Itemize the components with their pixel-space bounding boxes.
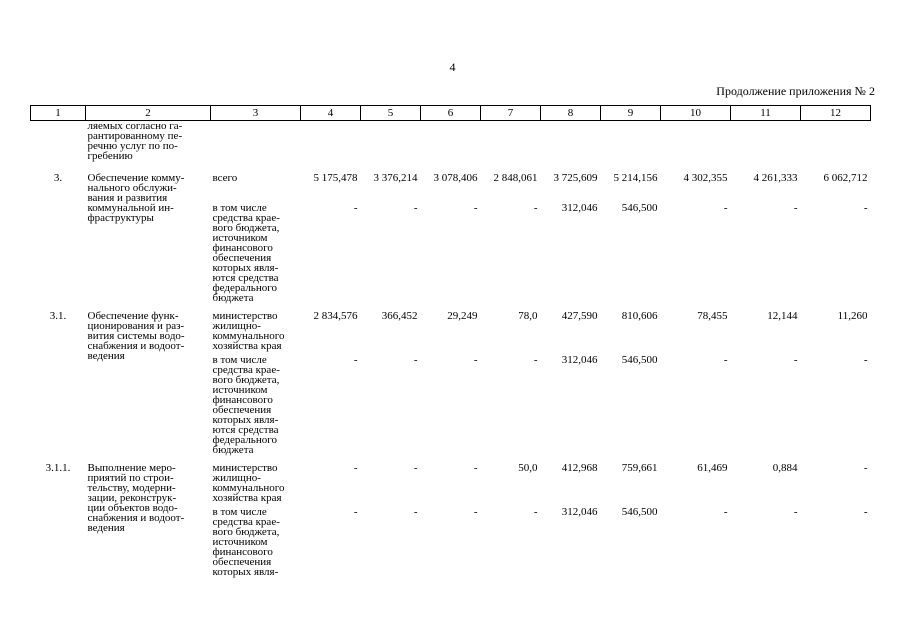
value-cell: 427,590 [561, 310, 598, 322]
row-number: 3.1. [49, 310, 67, 322]
table-row [31, 173, 871, 203]
continuation-title: Продолжение приложения № 2 [716, 84, 875, 98]
value-cell: - [353, 354, 358, 366]
value-cell: - [413, 462, 418, 474]
value-cell: 546,500 [621, 506, 658, 518]
value-cell: - [793, 202, 798, 214]
value-cell: - [353, 506, 358, 518]
value-cell: 2 834,576 [313, 310, 358, 322]
value-cell: 546,500 [621, 202, 658, 214]
value-cell: - [473, 462, 478, 474]
value-cell: 3 376,214 [373, 172, 418, 184]
column-header: 12 [801, 106, 871, 121]
value-cell: 312,046 [561, 354, 598, 366]
value-cell: - [863, 462, 868, 474]
value-cell: 78,455 [697, 310, 728, 322]
value-cell: 78,0 [518, 310, 538, 322]
value-cell: 312,046 [561, 506, 598, 518]
funding-source: в том числе средства крае- вого бюджета, источником финансового обеспечения которых явля- ются средства федерального бюджета [212, 354, 280, 456]
row-title: Обеспечение функ- ционирования и раз- вития системы водо- снабжения и водоот- ведения [87, 310, 185, 362]
value-cell: - [793, 506, 798, 518]
value-cell: 11,260 [837, 310, 868, 322]
value-cell: - [473, 506, 478, 518]
value-cell: 810,606 [621, 310, 658, 322]
table-row [31, 121, 871, 174]
funding-source: всего [212, 172, 238, 184]
value-cell: 5 214,156 [613, 172, 658, 184]
value-cell: 312,046 [561, 202, 598, 214]
value-cell: - [533, 202, 538, 214]
value-cell: 4 261,333 [753, 172, 798, 184]
value-cell: 12,144 [767, 310, 798, 322]
value-cell: 0,884 [772, 462, 798, 474]
value-cell: 759,661 [621, 462, 658, 474]
column-header: 7 [481, 106, 541, 121]
value-cell: - [793, 354, 798, 366]
table-row [31, 311, 871, 355]
value-cell: - [723, 354, 728, 366]
funding-source: министерство жилищно- коммунального хозяйства края [212, 310, 285, 352]
value-cell: 3 078,406 [433, 172, 478, 184]
column-header: 4 [301, 106, 361, 121]
value-cell: - [863, 354, 868, 366]
value-cell: 3 725,609 [553, 172, 598, 184]
value-cell: 366,452 [381, 310, 418, 322]
funding-source: в том числе средства крае- вого бюджета, источником финансового обеспечения которых явля- ются средства федерального бюджета [212, 202, 280, 304]
funding-source: министерство жилищно- коммунального хозяйства края [212, 462, 285, 504]
column-header: 9 [601, 106, 661, 121]
value-cell: - [863, 202, 868, 214]
funding-source: в том числе средства крае- вого бюджета, источником финансового обеспечения которых явля- [212, 506, 280, 578]
column-header: 2 [86, 106, 211, 121]
value-cell: 50,0 [518, 462, 538, 474]
value-cell: 61,469 [697, 462, 728, 474]
value-cell: 5 175,478 [313, 172, 358, 184]
value-cell: 412,968 [561, 462, 598, 474]
value-cell: - [863, 506, 868, 518]
page-number: 4 [449, 60, 456, 74]
value-cell: - [413, 354, 418, 366]
column-header: 10 [661, 106, 731, 121]
value-cell: - [533, 354, 538, 366]
value-cell: 2 848,061 [493, 172, 538, 184]
row-number: 3.1.1. [45, 462, 71, 474]
value-cell: 29,249 [447, 310, 478, 322]
column-header: 5 [361, 106, 421, 121]
row-number: 3. [53, 172, 63, 184]
header-row [31, 106, 871, 121]
value-cell: 4 302,355 [683, 172, 728, 184]
column-header: 11 [731, 106, 801, 121]
value-cell: - [353, 202, 358, 214]
value-cell: 6 062,712 [823, 172, 868, 184]
value-cell: - [723, 202, 728, 214]
column-header: 6 [421, 106, 481, 121]
value-cell: 546,500 [621, 354, 658, 366]
value-cell: - [473, 202, 478, 214]
value-cell: - [353, 462, 358, 474]
value-cell: - [473, 354, 478, 366]
table-row [31, 463, 871, 507]
carryover-text: ляемых согласно га- рантированному пе- речню услуг по по- гребению [87, 120, 183, 162]
value-cell: - [533, 506, 538, 518]
column-header: 3 [211, 106, 301, 121]
value-cell: - [723, 506, 728, 518]
value-cell: - [413, 202, 418, 214]
row-title: Обеспечение комму- нального обслужи- вания и развития коммунальной ин- фраструктуры [87, 172, 185, 224]
row-title: Выполнение меро- приятий по строи- тельству, модерни- зации, реконструк- ции объектов водо- снабжения и водоот- ведения [87, 462, 185, 534]
budget-table [30, 105, 871, 577]
column-header: 8 [541, 106, 601, 121]
column-header: 1 [31, 106, 86, 121]
value-cell: - [413, 506, 418, 518]
